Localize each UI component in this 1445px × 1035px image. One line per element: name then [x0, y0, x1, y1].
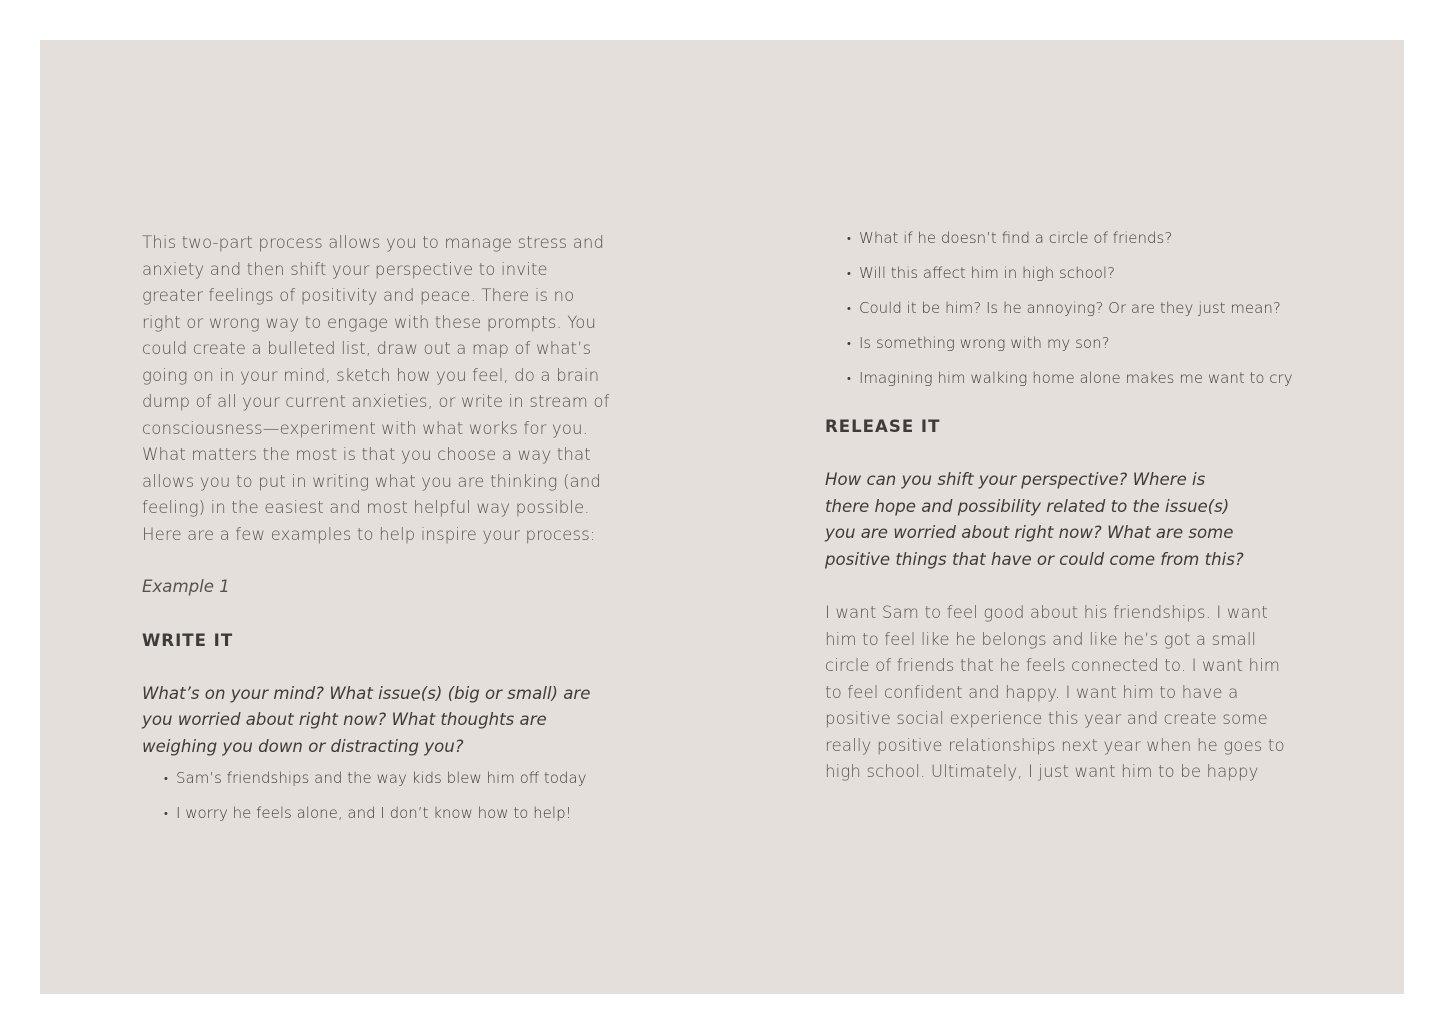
release-it-prompt: How can you shift your perspective? Where is there hope and possibility related to the issue(s) you are worried about right now? What are some positive things that have or could come from this? [825, 470, 1244, 569]
list-item: • Will this affect him in high school? [847, 263, 1305, 284]
book-spread [40, 40, 1404, 994]
right-page [825, 228, 1305, 786]
release-it-answer: I want Sam to feel good about his friendships. I want him to feel like he belongs and like he’s got a small circle of friends that he feels connected to. I want him to feel confident and happy. I want him to have a positive social experience this year and create some really positive relationships next year when he goes to high school. Ultimately, I just want him to be happy [825, 603, 1285, 781]
left-page [142, 230, 612, 838]
write-it-bullet-list [142, 768, 612, 824]
list-item: • Could it be him? Is he annoying? Or are they just mean? [847, 298, 1305, 319]
list-item: • Sam’s friendships and the way kids blew him off today [164, 768, 612, 789]
worry-bullet-list [825, 228, 1305, 389]
list-item: • Is something wrong with my son? [847, 333, 1305, 354]
write-it-prompt: What’s on your mind? What issue(s) (big or small) are you worried about right now? What thoughts are weighing you down or distracting you? [142, 683, 591, 756]
example-label: Example 1 [142, 577, 230, 596]
list-item: • I worry he feels alone, and I don’t know how to help! [164, 803, 612, 824]
list-item: • Imagining him walking home alone makes me want to cry [847, 368, 1305, 389]
intro-paragraph: This two-part process allows you to manage stress and anxiety and then shift your perspective to invite greater feelings of positivity and peace. There is no right or wrong way to engage with these prompts. You could create a bulleted list, draw out a map of what’s going on in your mind, sketch how you feel, do a brain dump of all your current anxieties, or write in stream of consciousness—experiment with what works for you. What matters the most is that you choose a way that allows you to put in writing what you are thinking (and feeling) in the easiest and most helpful way possible. Here are a few examples to help inspire your process: [142, 233, 610, 544]
list-item: • What if he doesn’t find a circle of friends? [847, 228, 1305, 249]
release-it-heading: RELEASE IT [825, 417, 941, 436]
write-it-heading: WRITE IT [142, 630, 234, 650]
